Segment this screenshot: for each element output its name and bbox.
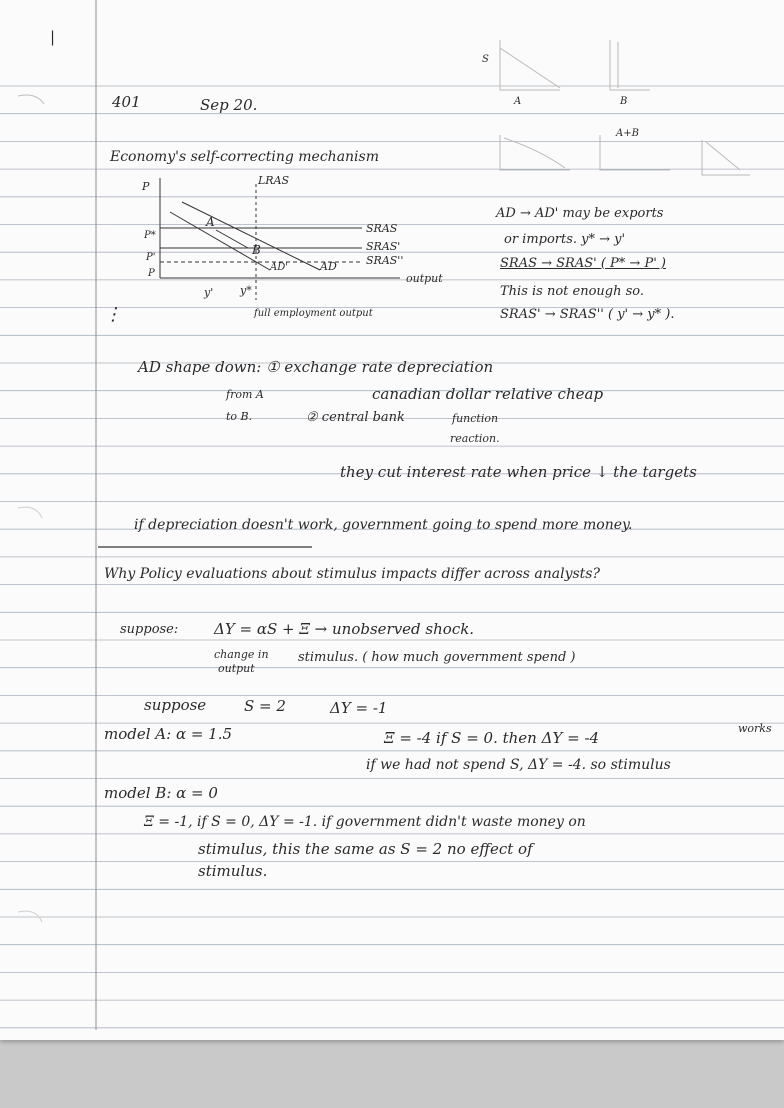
section-heading: Economy's self-correcting mechanism — [110, 149, 379, 165]
lras-label: LRAS — [258, 174, 290, 187]
suppose-output: output — [218, 662, 255, 675]
sras-label: SRAS — [366, 222, 398, 235]
left-margin-dots: ⋮ — [104, 304, 122, 325]
model-a-label: model A: α = 1.5 — [104, 725, 233, 743]
ad-curve — [182, 202, 320, 270]
faint-sketch-diagrams — [470, 30, 770, 190]
model-b-label: model B: α = 0 — [104, 784, 218, 802]
ad-slope-line-3: ② central bank — [306, 410, 405, 425]
sras-prime-label: SRAS' — [366, 240, 401, 253]
y-axis-label: P — [142, 180, 150, 193]
full-employment-label: full employment output — [254, 308, 373, 319]
y-star-label: y* — [240, 284, 252, 297]
page-date: Sep 20. — [200, 96, 258, 114]
model-b-line-2: stimulus, this the same as S = 2 no effect of — [198, 840, 533, 858]
right-note-5: SRAS' → SRAS'' ( y' → y* ). — [500, 307, 675, 322]
ad-slope-function: function — [452, 412, 499, 425]
ad-prime-label: AD' — [270, 262, 288, 273]
suppose-dy-value: ΔY = -1 — [330, 699, 388, 717]
suppose-equation: ΔY = αS + Ξ → unobserved shock. — [214, 620, 475, 638]
policy-question: Why Policy evaluations about stimulus impacts differ across analysts? — [104, 566, 600, 582]
model-a-line-1: Ξ = -4 if S = 0. then ΔY = -4 — [384, 729, 600, 747]
suppose-s-value: S = 2 — [244, 697, 286, 715]
p-star-label: P* — [144, 230, 156, 241]
ad-slope-from-a: from A — [226, 388, 264, 401]
right-note-1: AD → AD' may be exports — [496, 206, 664, 221]
point-b-label: B — [252, 243, 261, 257]
sras-double-label: SRAS'' — [366, 254, 404, 267]
suppose-label-2: suppose — [144, 696, 207, 714]
divider-line — [96, 544, 316, 550]
right-note-2: or imports. y* → y' — [504, 232, 626, 247]
right-note-3: SRAS → SRAS' ( P* → P' ) — [500, 256, 666, 271]
ad-slope-line-2: canadian dollar relative cheap — [372, 385, 604, 403]
point-a-label: A — [206, 215, 215, 229]
model-a-line-2: if we had not spend S, ΔY = -4. so stimulus — [366, 757, 671, 773]
sketch-label-b: B — [620, 96, 628, 107]
hole-punch-marks — [0, 0, 60, 1040]
ad-slope-reaction: reaction. — [450, 432, 500, 445]
model-b-line-1: Ξ = -1, if S = 0, ΔY = -1. if government didn't waste money on — [144, 814, 586, 830]
sketch-label-a: A — [514, 96, 522, 107]
ad-slope-to-b: to B. — [226, 410, 253, 423]
model-b-line-3: stimulus. — [198, 862, 268, 880]
p-prime-label: P' — [146, 252, 156, 263]
right-note-4: This is not enough so. — [500, 284, 645, 299]
top-margin-mark: | — [50, 28, 56, 46]
ad-label: AD — [320, 260, 337, 273]
sketch-label-ab: A+B — [616, 128, 639, 139]
ad-slope-line-4: they cut interest rate when price ↓ the targets — [340, 463, 697, 481]
suppose-label-1: suppose: — [120, 622, 179, 637]
y-prime-label: y' — [204, 286, 214, 299]
ad-as-graph — [130, 170, 470, 320]
output-label: output — [406, 272, 443, 285]
page-number: 401 — [112, 93, 141, 111]
depreciation-note: if depreciation doesn't work, government going to spend more money. — [134, 517, 633, 533]
sketch-label-s: S — [482, 54, 489, 65]
p-base-label: P — [148, 268, 155, 279]
suppose-stimulus: stimulus. ( how much government spend ) — [298, 650, 576, 665]
model-a-works: works — [738, 722, 772, 735]
suppose-change-in: change in — [214, 648, 269, 661]
ad-slope-line-1: AD shape down: ① exchange rate depreciation — [138, 358, 494, 376]
